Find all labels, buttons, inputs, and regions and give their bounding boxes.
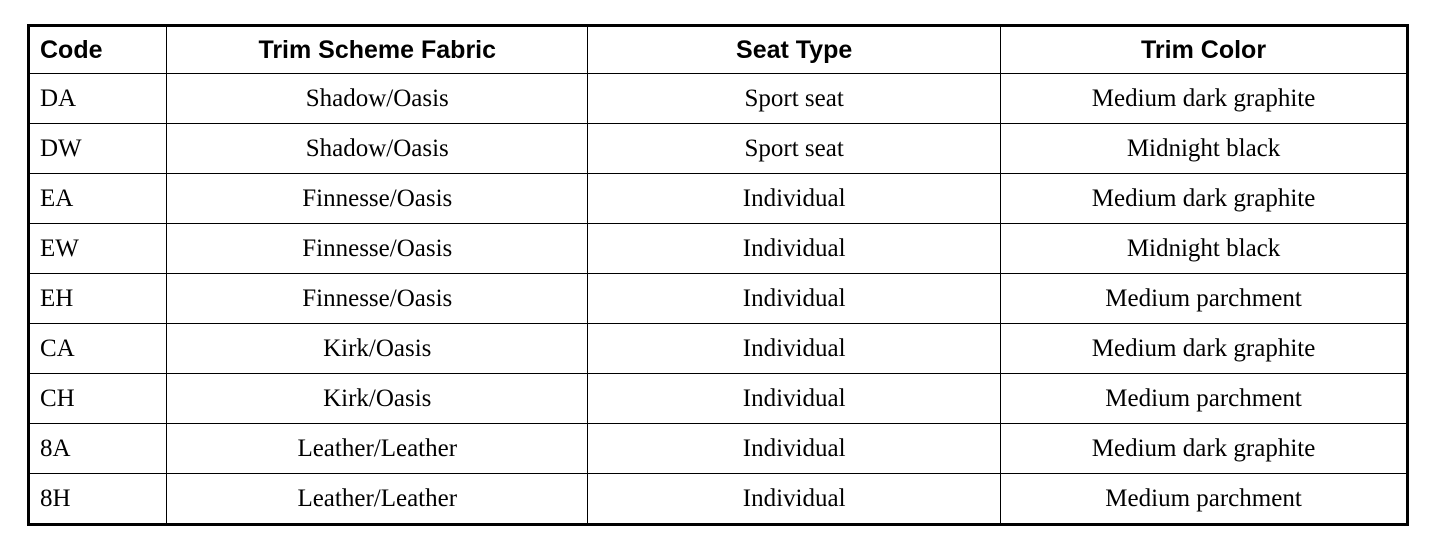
table-row: [29, 324, 1408, 374]
cell-seat: Individual: [588, 324, 1001, 374]
cell-fabric: Kirk/Oasis: [167, 324, 588, 374]
cell-color: Midnight black: [1001, 224, 1408, 274]
cell-seat: Individual: [588, 474, 1001, 525]
table-row: [29, 224, 1408, 274]
table-row: [29, 474, 1408, 525]
table-row: [29, 274, 1408, 324]
cell-code: EH: [29, 274, 167, 324]
cell-color: Medium dark graphite: [1001, 424, 1408, 474]
table-row: [29, 374, 1408, 424]
cell-fabric: Finnesse/Oasis: [167, 174, 588, 224]
table-header: [29, 26, 1408, 74]
cell-code: DA: [29, 74, 167, 124]
cell-fabric: Shadow/Oasis: [167, 124, 588, 174]
cell-seat: Individual: [588, 274, 1001, 324]
cell-fabric: Finnesse/Oasis: [167, 224, 588, 274]
table-row: [29, 424, 1408, 474]
cell-color: Midnight black: [1001, 124, 1408, 174]
cell-seat: Sport seat: [588, 74, 1001, 124]
cell-code: CA: [29, 324, 167, 374]
column-header-seat-type: Seat Type: [588, 26, 1001, 74]
cell-seat: Individual: [588, 374, 1001, 424]
cell-color: Medium dark graphite: [1001, 324, 1408, 374]
cell-color: Medium parchment: [1001, 474, 1408, 525]
cell-fabric: Shadow/Oasis: [167, 74, 588, 124]
table-body: [29, 74, 1408, 525]
cell-fabric: Leather/Leather: [167, 424, 588, 474]
cell-color: Medium parchment: [1001, 374, 1408, 424]
table-header-row: [29, 26, 1408, 74]
cell-code: 8H: [29, 474, 167, 525]
cell-code: EW: [29, 224, 167, 274]
cell-seat: Individual: [588, 174, 1001, 224]
trim-scheme-table: [27, 24, 1409, 526]
column-header-code: Code: [29, 26, 167, 74]
cell-code: CH: [29, 374, 167, 424]
cell-code: DW: [29, 124, 167, 174]
cell-fabric: Leather/Leather: [167, 474, 588, 525]
cell-color: Medium dark graphite: [1001, 174, 1408, 224]
cell-seat: Individual: [588, 224, 1001, 274]
cell-fabric: Finnesse/Oasis: [167, 274, 588, 324]
cell-code: EA: [29, 174, 167, 224]
cell-seat: Individual: [588, 424, 1001, 474]
column-header-trim-color: Trim Color: [1001, 26, 1408, 74]
cell-fabric: Kirk/Oasis: [167, 374, 588, 424]
table-row: [29, 174, 1408, 224]
column-header-trim-scheme-fabric: Trim Scheme Fabric: [167, 26, 588, 74]
cell-color: Medium dark graphite: [1001, 74, 1408, 124]
table-row: [29, 124, 1408, 174]
trim-scheme-table-container: [27, 24, 1409, 526]
table-row: [29, 74, 1408, 124]
cell-code: 8A: [29, 424, 167, 474]
cell-color: Medium parchment: [1001, 274, 1408, 324]
cell-seat: Sport seat: [588, 124, 1001, 174]
